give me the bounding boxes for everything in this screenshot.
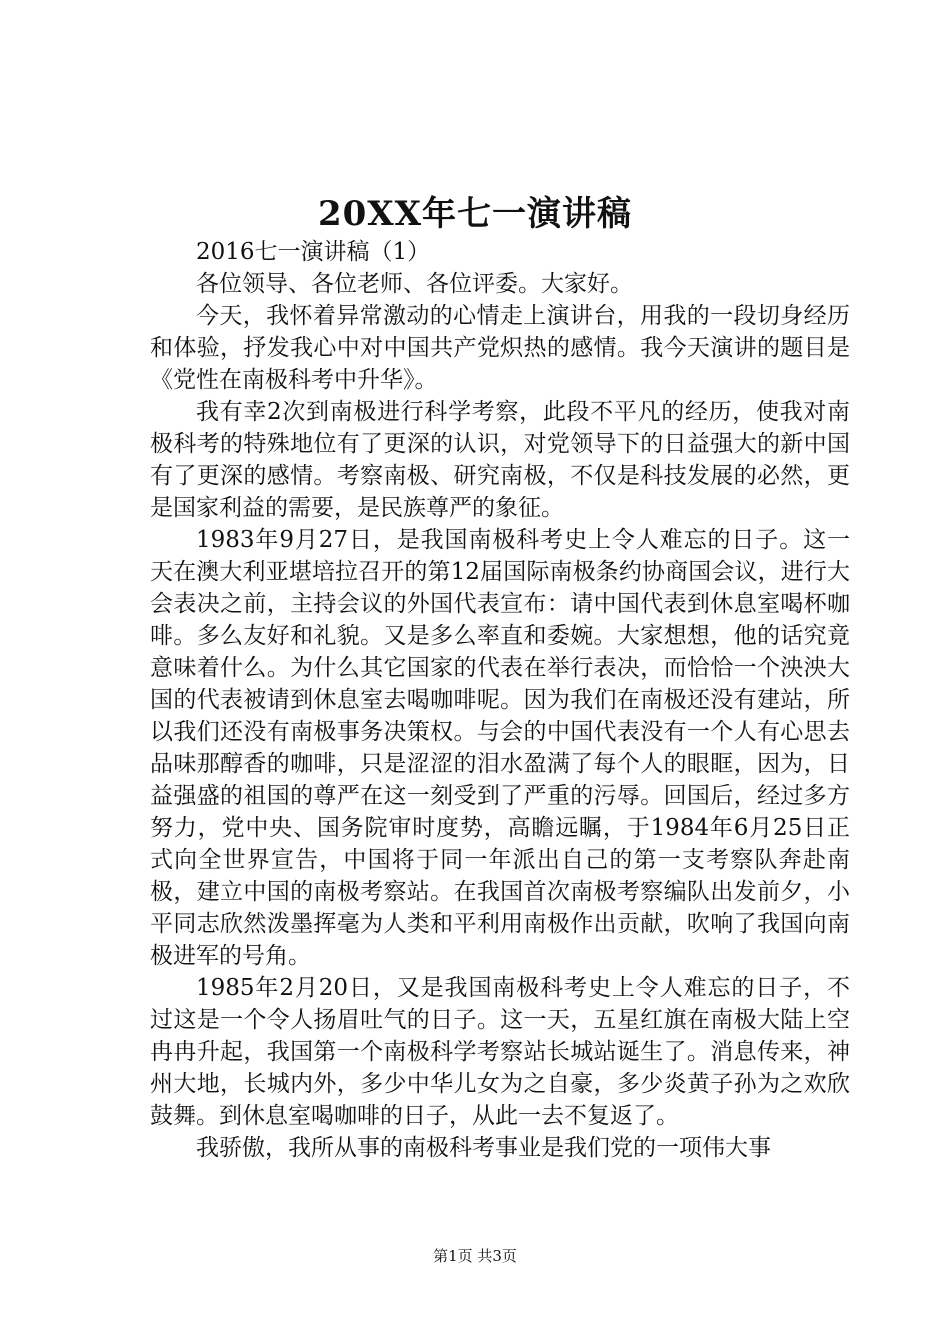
page-footer: 第1页 共3页 — [433, 1247, 517, 1265]
paragraph: 我有幸2次到南极进行科学考察，此段不平凡的经历，使我对南极科考的特殊地位有了更深的认识，对党领导下的日益强大的新中国有了更深的感情。考察南极、研究南极，不仅是科技发展的必然，更是国家利益的需要，是民族尊严的象征。 — [150, 399, 850, 521]
document-body — [150, 236, 850, 1164]
paragraph-heading: 2016七一演讲稿（1） — [196, 239, 431, 265]
paragraph: 1983年9月27日，是我国南极科考史上令人难忘的日子。这一天在澳大利亚堪培拉召开的第12届国际南极条约协商国会议，进行大会表决之前，主持会议的外国代表宣布：请中国代表到休息室喝杯咖啡。多么友好和礼貌。又是多么率直和委婉。大家想想，他的话究竟意味着什么。为什么其它国家的代表在举行表决，而恰恰一个泱泱大国的代表被请到休息室去喝咖啡呢。因为我们在南极还没有建站，所以我们还没有南极事务决策权。与会的中国代表没有一个人有心思去品味那醇香的咖啡，只是涩涩的泪水盈满了每个人的眼眶，因为，日益强盛的祖国的尊严在这一刻受到了严重的污辱。回国后，经过多方努力，党中央、国务院审时度势，高瞻远瞩，于1984年6月25日正式向全世界宣告，中国将于同一年派出自己的第一支考察队奔赴南极，建立中国的南极考察站。在我国首次南极考察编队出发前夕，小平同志欣然泼墨挥毫为人类和平利用南极作出贡献，吹响了我国向南极进军的号角。 — [150, 527, 850, 969]
paragraph-greeting: 各位领导、各位老师、各位评委。大家好。 — [196, 271, 633, 297]
paragraph: 今天，我怀着异常激动的心情走上演讲台，用我的一段切身经历和体验，抒发我心中对中国共产党炽热的感情。我今天演讲的题目是《党性在南极科考中升华》。 — [150, 303, 850, 393]
paragraph: 1985年2月20日，又是我国南极科考史上令人难忘的日子，不过这是一个令人扬眉吐气的日子。这一天，五星红旗在南极大陆上空冉冉升起，我国第一个南极科学考察站长城站诞生了。消息传来，神州大地，长城内外，多少中华儿女为之自豪，多少炎黄子孙为之欢欣鼓舞。到休息室喝咖啡的日子，从此一去不复返了。 — [150, 975, 850, 1129]
paragraph: 我骄傲，我所从事的南极科考事业是我们党的一项伟大事 — [196, 1135, 771, 1161]
document-title: 20XX年七一演讲稿 — [317, 194, 633, 234]
